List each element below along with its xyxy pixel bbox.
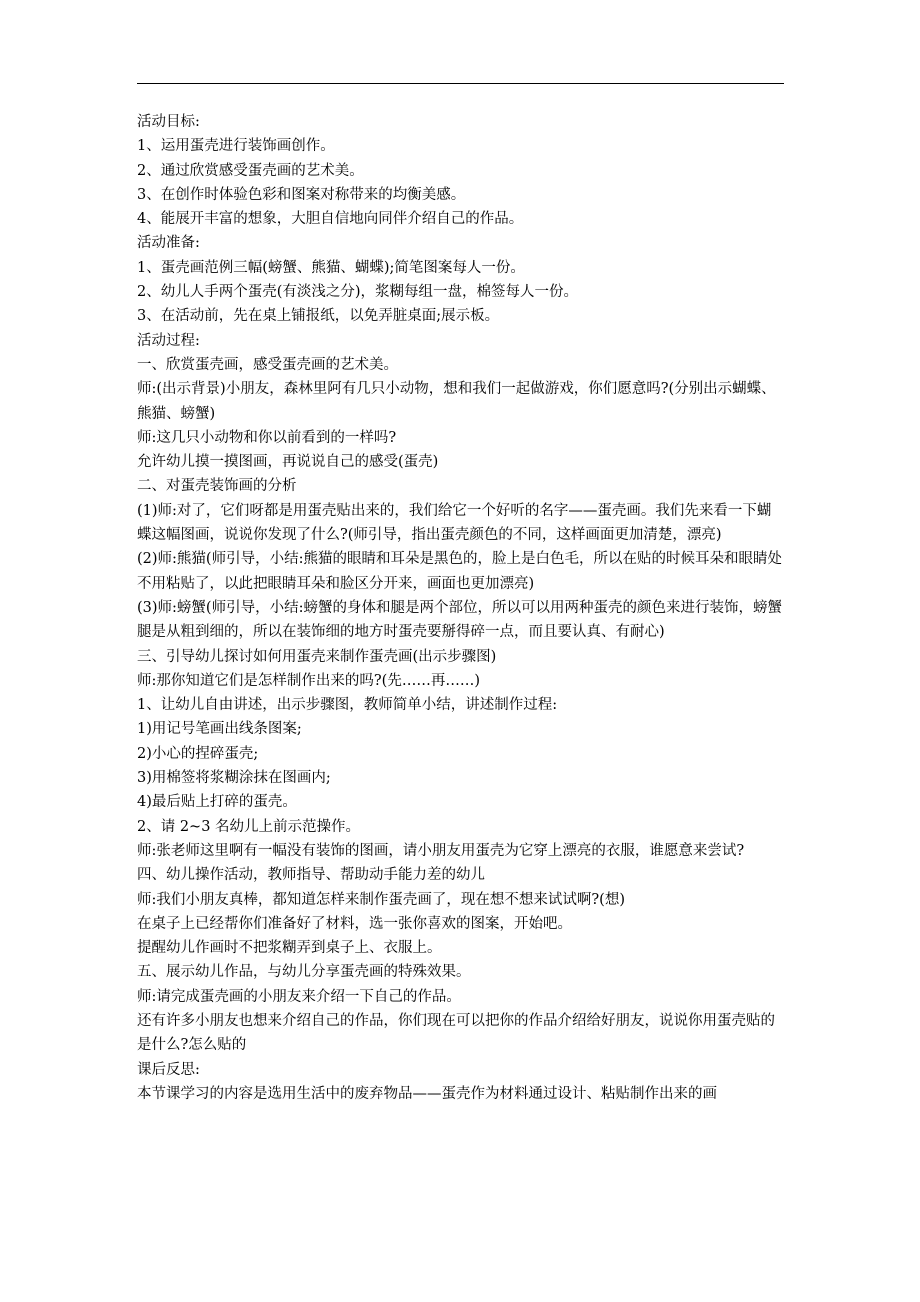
- paragraph: 师:张老师这里啊有一幅没有装饰的图画，请小朋友用蛋壳为它穿上漂亮的衣服，谁愿意来尝试?: [137, 842, 745, 859]
- paragraph: (2)师:熊猫(师引导，小结:熊猫的眼睛和耳朵是黑色的，脸上是白色毛，所以在贴的时候耳朵和眼睛处不用粘贴了，以此把眼睛耳朵和脸区分开来，画面也更加漂亮): [137, 551, 782, 592]
- goal-item: 2、通过欣赏感受蛋壳画的艺术美。: [137, 162, 364, 179]
- goal-item: 1、运用蛋壳进行装饰画创作。: [137, 138, 335, 155]
- preparation-item: 1、蛋壳画范例三幅(螃蟹、熊猫、蝴蝶);简笔图案每人一份。: [137, 259, 525, 276]
- goal-item: 3、在创作时体验色彩和图案对称带来的均衡美感。: [137, 186, 466, 203]
- sub-step: 2)小心的捏碎蛋壳;: [137, 745, 259, 762]
- sub-step: 1)用记号笔画出线条图案;: [137, 721, 302, 738]
- paragraph: 允许幼儿摸一摸图画，再说说自己的感受(蛋壳): [137, 454, 439, 471]
- paragraph: (3)师:螃蟹(师引导，小结:螃蟹的身体和腿是两个部位，所以可以用两种蛋壳的颜色来进行装饰，螃蟹腿是从粗到细的，所以在装饰细的地方时蛋壳要掰得碎一点，而且要认真、有耐心): [137, 599, 782, 641]
- paragraph: 本节课学习的内容是选用生活中的废弃物品——蛋壳作为材料通过设计、粘贴制作出来的画: [137, 1085, 717, 1102]
- process-step-heading: 三、引导幼儿探讨如何用蛋壳来制作蛋壳画(出示步骤图): [137, 648, 497, 665]
- sub-step: 3)用棉签将浆糊涂抹在图画内;: [137, 770, 331, 787]
- paragraph: 1、让幼儿自由讲述，出示步骤图，教师简单小结，讲述制作过程:: [137, 697, 558, 714]
- goal-item: 4、能展开丰富的想象，大胆自信地向同伴介绍自己的作品。: [137, 211, 524, 228]
- document-body: [137, 110, 785, 1106]
- paragraph: 师:请完成蛋壳画的小朋友来介绍一下自己的作品。: [137, 988, 461, 1005]
- section-heading-reflection: 课后反思:: [137, 1061, 200, 1078]
- process-step-heading: 一、欣赏蛋壳画，感受蛋壳画的艺术美。: [137, 356, 398, 373]
- section-heading-goals: 活动目标:: [137, 114, 200, 130]
- paragraph: 提醒幼儿作画时不把浆糊弄到桌子上、衣服上。: [137, 940, 442, 957]
- paragraph: 在桌子上已经帮你们准备好了材料，选一张你喜欢的图案，开始吧。: [137, 915, 572, 932]
- section-heading-preparation: 活动准备:: [137, 235, 200, 252]
- paragraph: 还有许多小朋友也想来介绍自己的作品，你们现在可以把你的作品介绍给好朋友，说说你用蛋壳贴的是什么?怎么贴的: [137, 1012, 775, 1054]
- preparation-item: 2、幼儿人手两个蛋壳(有淡浅之分)，浆糊每组一盘，棉签每人一份。: [137, 284, 579, 301]
- preparation-item: 3、在活动前，先在桌上铺报纸，以免弄脏桌面;展示板。: [137, 308, 500, 325]
- section-heading-process: 活动过程:: [137, 332, 200, 349]
- process-step-heading: 五、展示幼儿作品，与幼儿分享蛋壳画的特殊效果。: [137, 964, 471, 981]
- paragraph: 师:(出示背景)小朋友，森林里阿有几只小动物，想和我们一起做游戏，你们愿意吗?(分别出示蝴蝶、熊猫、螃蟹): [137, 381, 776, 422]
- paragraph: (1)师:对了，它们呀都是用蛋壳贴出来的，我们给它一个好听的名字——蛋壳画。我们先来看一下蝴蝶这幅图画，说说你发现了什么?(师引导，指出蛋壳颜色的不同，这样画面更加清楚，漂亮): [137, 502, 772, 544]
- paragraph: 师:我们小朋友真棒，都知道怎样来制作蛋壳画了，现在想不想来试试啊?(想): [137, 891, 625, 908]
- header-rule: [137, 83, 784, 84]
- paragraph: 师:这几只小动物和你以前看到的一样吗?: [137, 429, 397, 446]
- process-step-heading: 四、幼儿操作活动，教师指导、帮助动手能力差的幼儿: [137, 867, 485, 884]
- sub-step: 4)最后贴上打碎的蛋壳。: [137, 794, 297, 811]
- paragraph: 2、请 2~3 名幼儿上前示范操作。: [137, 818, 361, 835]
- process-step-heading: 二、对蛋壳装饰画的分析: [137, 478, 297, 495]
- paragraph: 师:那你知道它们是怎样制作出来的吗?(先……再……): [137, 672, 480, 689]
